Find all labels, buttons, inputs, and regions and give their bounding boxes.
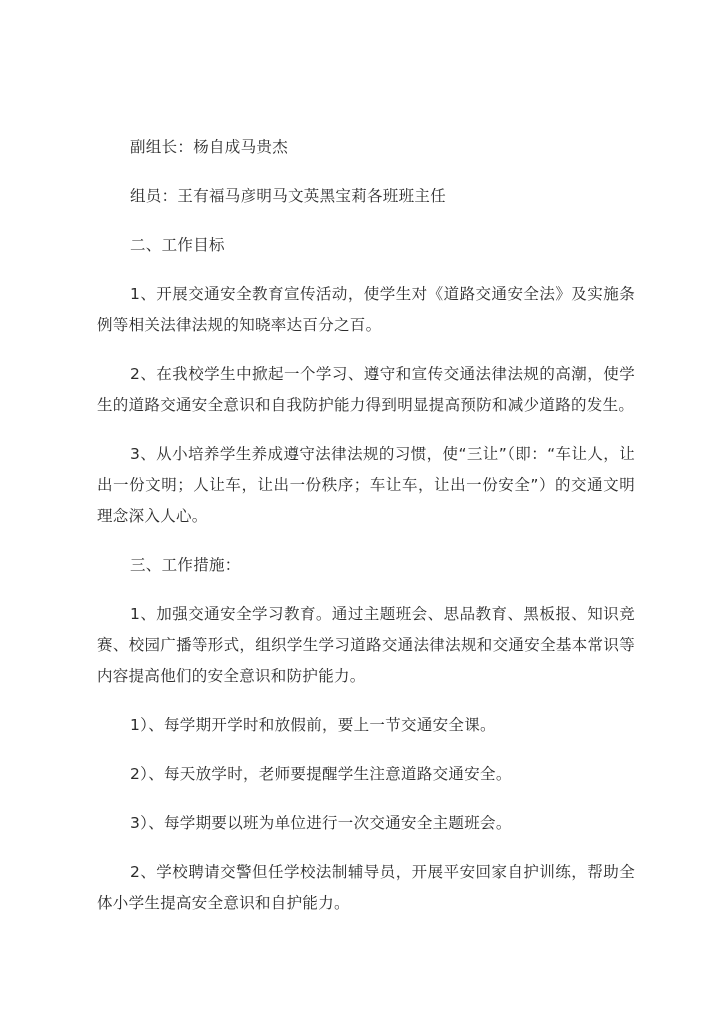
paragraph-goal-3: 3、从小培养学生养成遵守法律法规的习惯，使“三让”（即：“车让人，让出一份文明；人让车，让出一份秩序；车让车，让出一份安全”）的交通文明理念深入人心。 — [97, 445, 635, 525]
paragraph-goal-1: 1、开展交通安全教育宣传活动，使学生对《道路交通安全法》及实施条例等相关法律法规的知晓率达百分之百。 — [97, 285, 635, 334]
heading-work-measures: 三、工作措施： — [130, 556, 241, 574]
paragraph-measure-1-sub-2: 2）、每天放学时，老师要提醒学生注意道路交通安全。 — [130, 765, 512, 783]
paragraph-measure-1-sub-3: 3）、每学期要以班为单位进行一次交通安全主题班会。 — [130, 814, 512, 832]
paragraph-goal-2: 2、在我校学生中掀起一个学习、遵守和宣传交通法律法规的高潮，使学生的道路交通安全意识和自我防护能力得到明显提高预防和减少道路的发生。 — [97, 365, 635, 414]
paragraph-measure-1: 1、加强交通安全学习教育。通过主题班会、思品教育、黑板报、知识竞赛、校园广播等形式，组织学生学习道路交通法律法规和交通安全基本常识等内容提高他们的安全意识和防护能力。 — [97, 605, 635, 685]
document-body — [97, 132, 635, 937]
paragraph-deputy-leader: 副组长：杨自成马贵杰 — [130, 138, 289, 156]
paragraph-measure-2: 2、学校聘请交警但任学校法制辅导员，开展平安回家自护训练，帮助全体小学生提高安全意识和自护能力。 — [97, 863, 635, 912]
heading-work-goals: 二、工作目标 — [130, 236, 225, 254]
paragraph-measure-1-sub-1: 1）、每学期开学时和放假前，要上一节交通安全课。 — [130, 716, 496, 734]
paragraph-members: 组员：王有福马彦明马文英黑宝莉各班班主任 — [130, 187, 447, 205]
